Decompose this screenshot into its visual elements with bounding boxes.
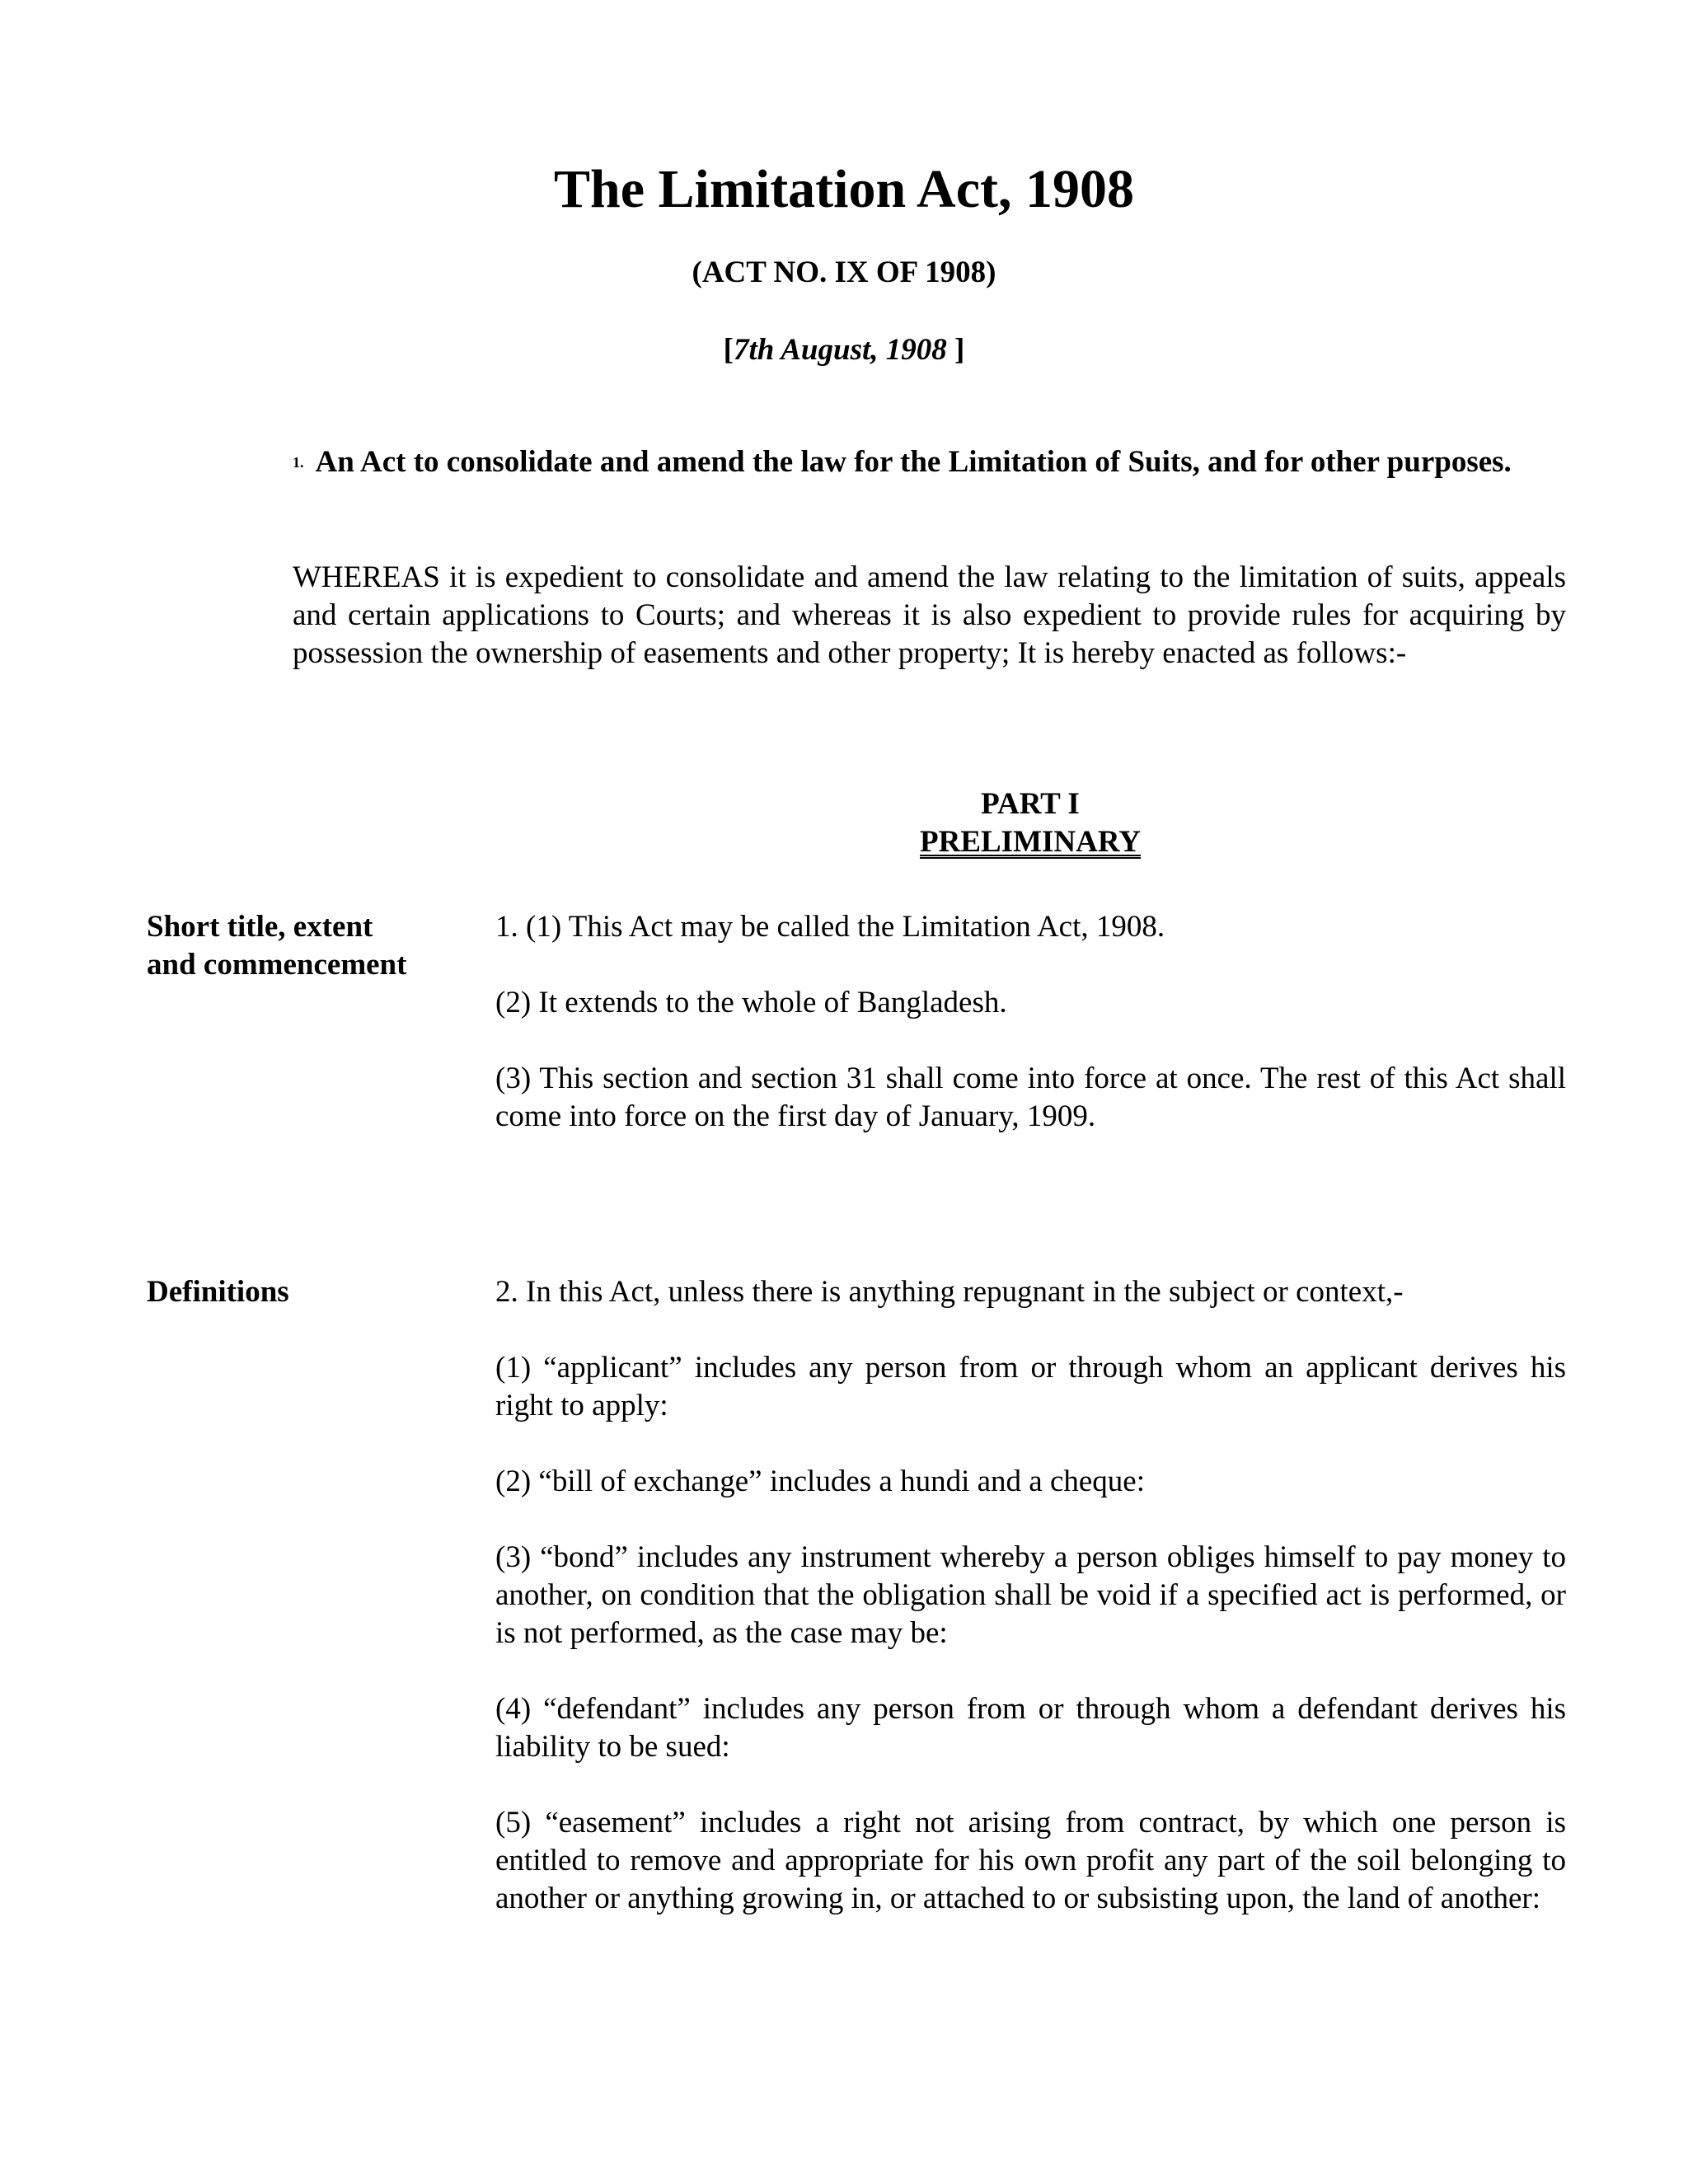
- act-number: (ACT NO. IX OF 1908): [692, 255, 996, 289]
- footnote-marker: 1.: [293, 454, 304, 471]
- section-2-definition-1: (1) “applicant” includes any person from or through whom an applicant derives his right to apply:: [495, 1351, 1566, 1422]
- section-2-definition-2: (2) “bill of exchange” includes a hundi and a cheque:: [495, 1465, 1145, 1498]
- part-number: PART I: [981, 787, 1080, 821]
- section-2-definition-3: (3) “bond” includes any instrument whereby a person obliges himself to pay money to another, on condition that the obligation shall be void if a specified act is performed, or is not performed, as the case may be:: [495, 1540, 1566, 1650]
- section-2-para-intro: 2. In this Act, unless there is anything repugnant in the subject or context,-: [495, 1275, 1404, 1309]
- act-date: [0, 331, 1688, 369]
- date-bracket-close: ]: [946, 333, 965, 367]
- date-bracket-open: [: [723, 333, 734, 367]
- part-name: PRELIMINARY: [920, 825, 1141, 859]
- date-text: 7th August, 1908: [734, 333, 947, 367]
- section-2-definition-5: (5) “easement” includes a right not arising from contract, by which one person is entitled to remove and appropriate for his own profit any part of the soil belonging to another or anything growing in, or attached to or subsisting upon, the land of another:: [495, 1806, 1566, 1915]
- preamble: WHEREAS it is expedient to consolidate and amend the law relating to the limitation of suits, appeals and certain applications to Courts; and whereas it is also expedient to provide rules for acquiring by possession the ownership of easements and other property; It is hereby enacted as follows:-: [293, 560, 1566, 670]
- long-title-text: An Act to consolidate and amend the law for the Limitation of Suits, and for other purposes.: [315, 445, 1512, 479]
- section-1-para-3: (3) This section and section 31 shall come into force at once. The rest of this Act shall come into force on the first day of January, 1909.: [495, 1062, 1566, 1133]
- part-heading: [907, 785, 1154, 861]
- section-1-para-2: (2) It extends to the whole of Bangladesh.: [495, 986, 1007, 1019]
- marginal-note-section-2: Definitions: [147, 1275, 289, 1309]
- section-2-definition-4: (4) “defendant” includes any person from or through whom a defendant derives his liability to be sued:: [495, 1692, 1566, 1764]
- act-title: The Limitation Act, 1908: [554, 159, 1134, 219]
- marginal-note-section-1: Short title, extent and commencement: [147, 910, 407, 982]
- long-title: [293, 443, 1566, 481]
- section-1-para-1: 1. (1) This Act may be called the Limitation Act, 1908.: [495, 910, 1165, 944]
